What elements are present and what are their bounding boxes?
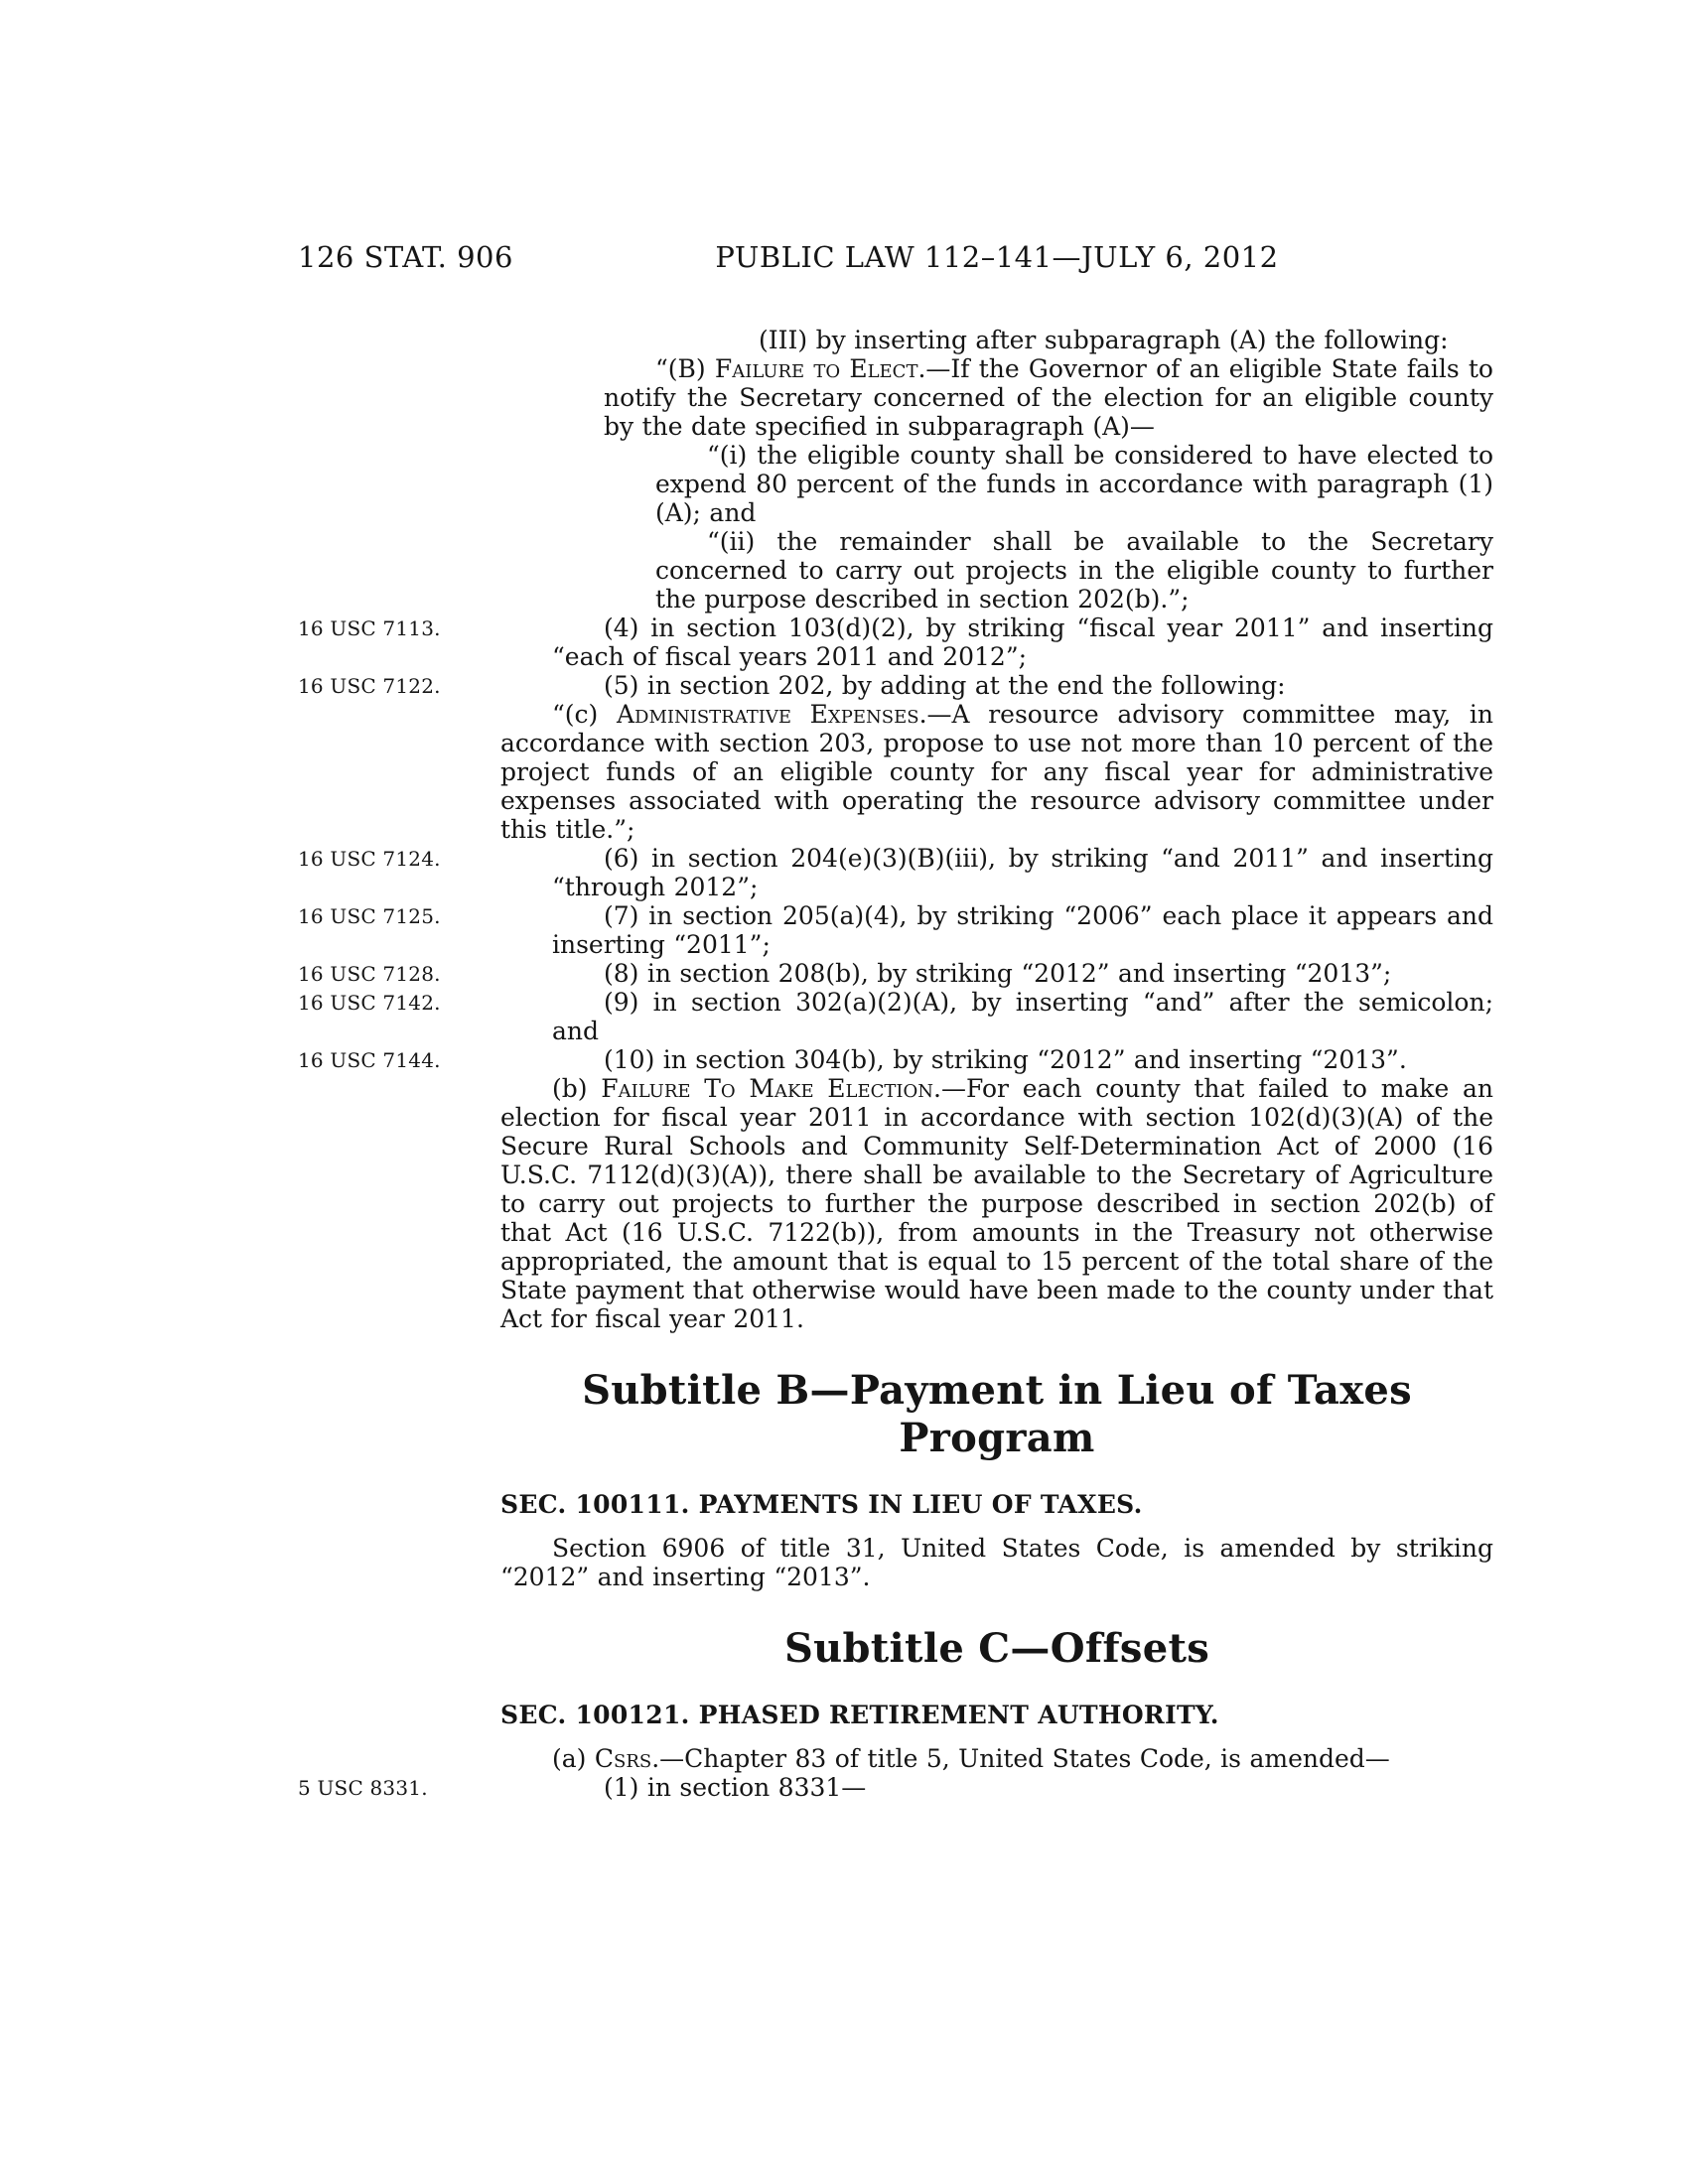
subtitle-heading: Subtitle C—Offsets	[783, 1625, 1210, 1672]
statute-row	[298, 844, 1499, 901]
text-column	[500, 1773, 1493, 1802]
margin-gutter	[298, 1744, 500, 1747]
text-segment: .—A resource advisory committee may, in accordance with section 203, propose to use not more than 10 percent of the project funds of an eligible county for any fiscal year for administrative expenses associated with operating the resource advisory committee under this title.”;	[500, 700, 1493, 844]
text-segment: (a)	[552, 1744, 595, 1773]
margin-gutter	[298, 354, 500, 357]
margin-gutter	[298, 1333, 500, 1336]
margin-gutter	[298, 1699, 500, 1702]
margin-gutter	[298, 527, 500, 530]
margin-gutter	[298, 700, 500, 703]
statute-paragraph	[500, 1773, 1493, 1802]
statute-row	[298, 959, 1499, 988]
stat-page-number: 126 STAT. 906	[298, 240, 513, 274]
margin-note: 16 USC 7142.	[298, 991, 441, 1015]
statute-row	[298, 441, 1499, 527]
statute-body	[298, 326, 1499, 1802]
law-title: PUBLIC LAW 112–141—JULY 6, 2012	[715, 240, 1279, 274]
text-segment: (III) by inserting after subparagraph (A) the following:	[759, 326, 1449, 354]
margin-note: 16 USC 7144.	[298, 1048, 441, 1072]
text-column	[500, 1333, 1493, 1488]
small-caps-text: Csrs	[594, 1744, 652, 1773]
text-segment: .—Chapter 83 of title 5, United States Code, is amended—	[651, 1744, 1390, 1773]
statute-row	[298, 1534, 1499, 1591]
subtitle-heading: Subtitle B—Payment in Lieu of Taxes Program	[582, 1367, 1412, 1461]
statute-paragraph	[500, 1074, 1493, 1333]
small-caps-text: Administrative Expenses	[616, 700, 919, 729]
text-column	[500, 441, 1493, 527]
text-column	[500, 614, 1493, 671]
statute-paragraph	[500, 527, 1493, 614]
subtitle-row	[298, 1333, 1499, 1488]
statute-paragraph	[500, 441, 1493, 527]
margin-note: 16 USC 7113.	[298, 616, 441, 640]
statute-paragraph	[500, 326, 1493, 354]
text-column	[500, 700, 1493, 844]
margin-note: 16 USC 7122.	[298, 674, 441, 698]
statute-row	[298, 527, 1499, 614]
text-column	[500, 671, 1493, 700]
statute-paragraph	[500, 901, 1493, 959]
margin-note: 5 USC 8331.	[298, 1776, 428, 1800]
statute-paragraph	[500, 671, 1493, 700]
text-column	[500, 988, 1493, 1045]
statute-paragraph	[500, 354, 1493, 441]
statute-row	[298, 1045, 1499, 1074]
statute-paragraph	[500, 844, 1493, 901]
statute-paragraph	[500, 988, 1493, 1045]
margin-note: 16 USC 7128.	[298, 962, 441, 986]
text-column	[500, 1744, 1493, 1773]
margin-note: 16 USC 7125.	[298, 904, 441, 928]
text-segment: “(B)	[655, 354, 715, 383]
statute-row	[298, 988, 1499, 1045]
margin-gutter	[298, 1074, 500, 1077]
statute-row	[298, 354, 1499, 441]
small-caps-text: Failure To Make Election	[601, 1074, 934, 1103]
statute-paragraph	[500, 959, 1493, 988]
statute-paragraph	[500, 1045, 1493, 1074]
text-column	[500, 326, 1493, 354]
text-column	[500, 527, 1493, 614]
statute-paragraph	[500, 1744, 1493, 1773]
text-column	[500, 1699, 1493, 1744]
statute-row	[298, 1744, 1499, 1773]
page-header	[298, 240, 1499, 282]
text-segment: Section 6906 of title 31, United States Code, is amended by striking “2012” and inserting “2013”.	[500, 1534, 1493, 1591]
text-segment: “(c)	[552, 700, 617, 729]
statute-row	[298, 671, 1499, 700]
text-segment: (6) in section 204(e)(3)(B)(iii), by striking “and 2011” and inserting “through 2012”;	[552, 844, 1493, 901]
text-column	[500, 1591, 1493, 1699]
margin-gutter	[298, 1591, 500, 1594]
statute-paragraph	[500, 700, 1493, 844]
page-content-area	[298, 240, 1499, 1802]
sec-row	[298, 1488, 1499, 1534]
text-segment: (8) in section 208(b), by striking “2012” and inserting “2013”;	[604, 959, 1392, 988]
text-segment: (5) in section 202, by adding at the end the following:	[604, 671, 1286, 700]
text-segment: (7) in section 205(a)(4), by striking “2006” each place it appears and inserting “2011”;	[552, 901, 1493, 959]
text-column	[500, 1488, 1493, 1534]
text-segment: (b)	[552, 1074, 602, 1103]
margin-gutter	[298, 1534, 500, 1537]
text-column	[500, 1534, 1493, 1591]
statute-paragraph	[500, 614, 1493, 671]
margin-gutter	[298, 1488, 500, 1491]
statute-row	[298, 901, 1499, 959]
text-column	[500, 1074, 1493, 1333]
section-heading: SEC. 100121. PHASED RETIREMENT AUTHORITY.	[500, 1701, 1219, 1729]
text-segment: (4) in section 103(d)(2), by striking “fiscal year 2011” and inserting “each of fiscal years 2011 and 2012”;	[552, 614, 1493, 671]
statute-row	[298, 326, 1499, 354]
statute-paragraph	[500, 1534, 1493, 1591]
text-column	[500, 959, 1493, 988]
statute-row	[298, 1773, 1499, 1802]
text-segment: (10) in section 304(b), by striking “2012” and inserting “2013”.	[604, 1045, 1407, 1074]
sec-row	[298, 1699, 1499, 1744]
statute-row	[298, 700, 1499, 844]
text-segment: (9) in section 302(a)(2)(A), by inserting “and” after the semicolon; and	[552, 988, 1493, 1045]
text-column	[500, 901, 1493, 959]
text-segment: “(i) the eligible county shall be considered to have elected to expend 80 percent of the funds in accordance with paragraph (1)(A); and	[655, 441, 1493, 527]
text-segment: (1) in section 8331—	[604, 1773, 867, 1802]
margin-gutter	[298, 441, 500, 444]
subtitle-row	[298, 1591, 1499, 1699]
text-segment: “(ii) the remainder shall be available to the Secretary concerned to carry out projects in the eligible county to further the purpose described in section 202(b).”;	[655, 527, 1493, 614]
statute-row	[298, 614, 1499, 671]
text-segment: .—If the Governor of an eligible State fails to notify the Secretary concerned of the election for an eligible county by the date specified in subparagraph (A)—	[604, 354, 1493, 441]
margin-note: 16 USC 7124.	[298, 847, 441, 871]
text-column	[500, 1045, 1493, 1074]
text-column	[500, 844, 1493, 901]
small-caps-text: Failure to Elect	[714, 354, 918, 383]
section-heading: SEC. 100111. PAYMENTS IN LIEU OF TAXES.	[500, 1490, 1143, 1519]
text-column	[500, 354, 1493, 441]
text-segment: .—For each county that failed to make an election for fiscal year 2011 in accordance with section 102(d)(3)(A) of the Secure Rural Schools and Community Self-Determination Act of 2000 (16 U.S.C. 7112(d)(3)(A)), there shall be available to the Secretary of Agriculture to carry out projects to further the purpose described in section 202(b) of that Act (16 U.S.C. 7122(b)), from amounts in the Treasury not otherwise appropriated, the amount that is equal to 15 percent of the total share of the State payment that otherwise would have been made to the county under that Act for fiscal year 2011.	[500, 1074, 1493, 1333]
margin-gutter	[298, 326, 500, 329]
statute-row	[298, 1074, 1499, 1333]
